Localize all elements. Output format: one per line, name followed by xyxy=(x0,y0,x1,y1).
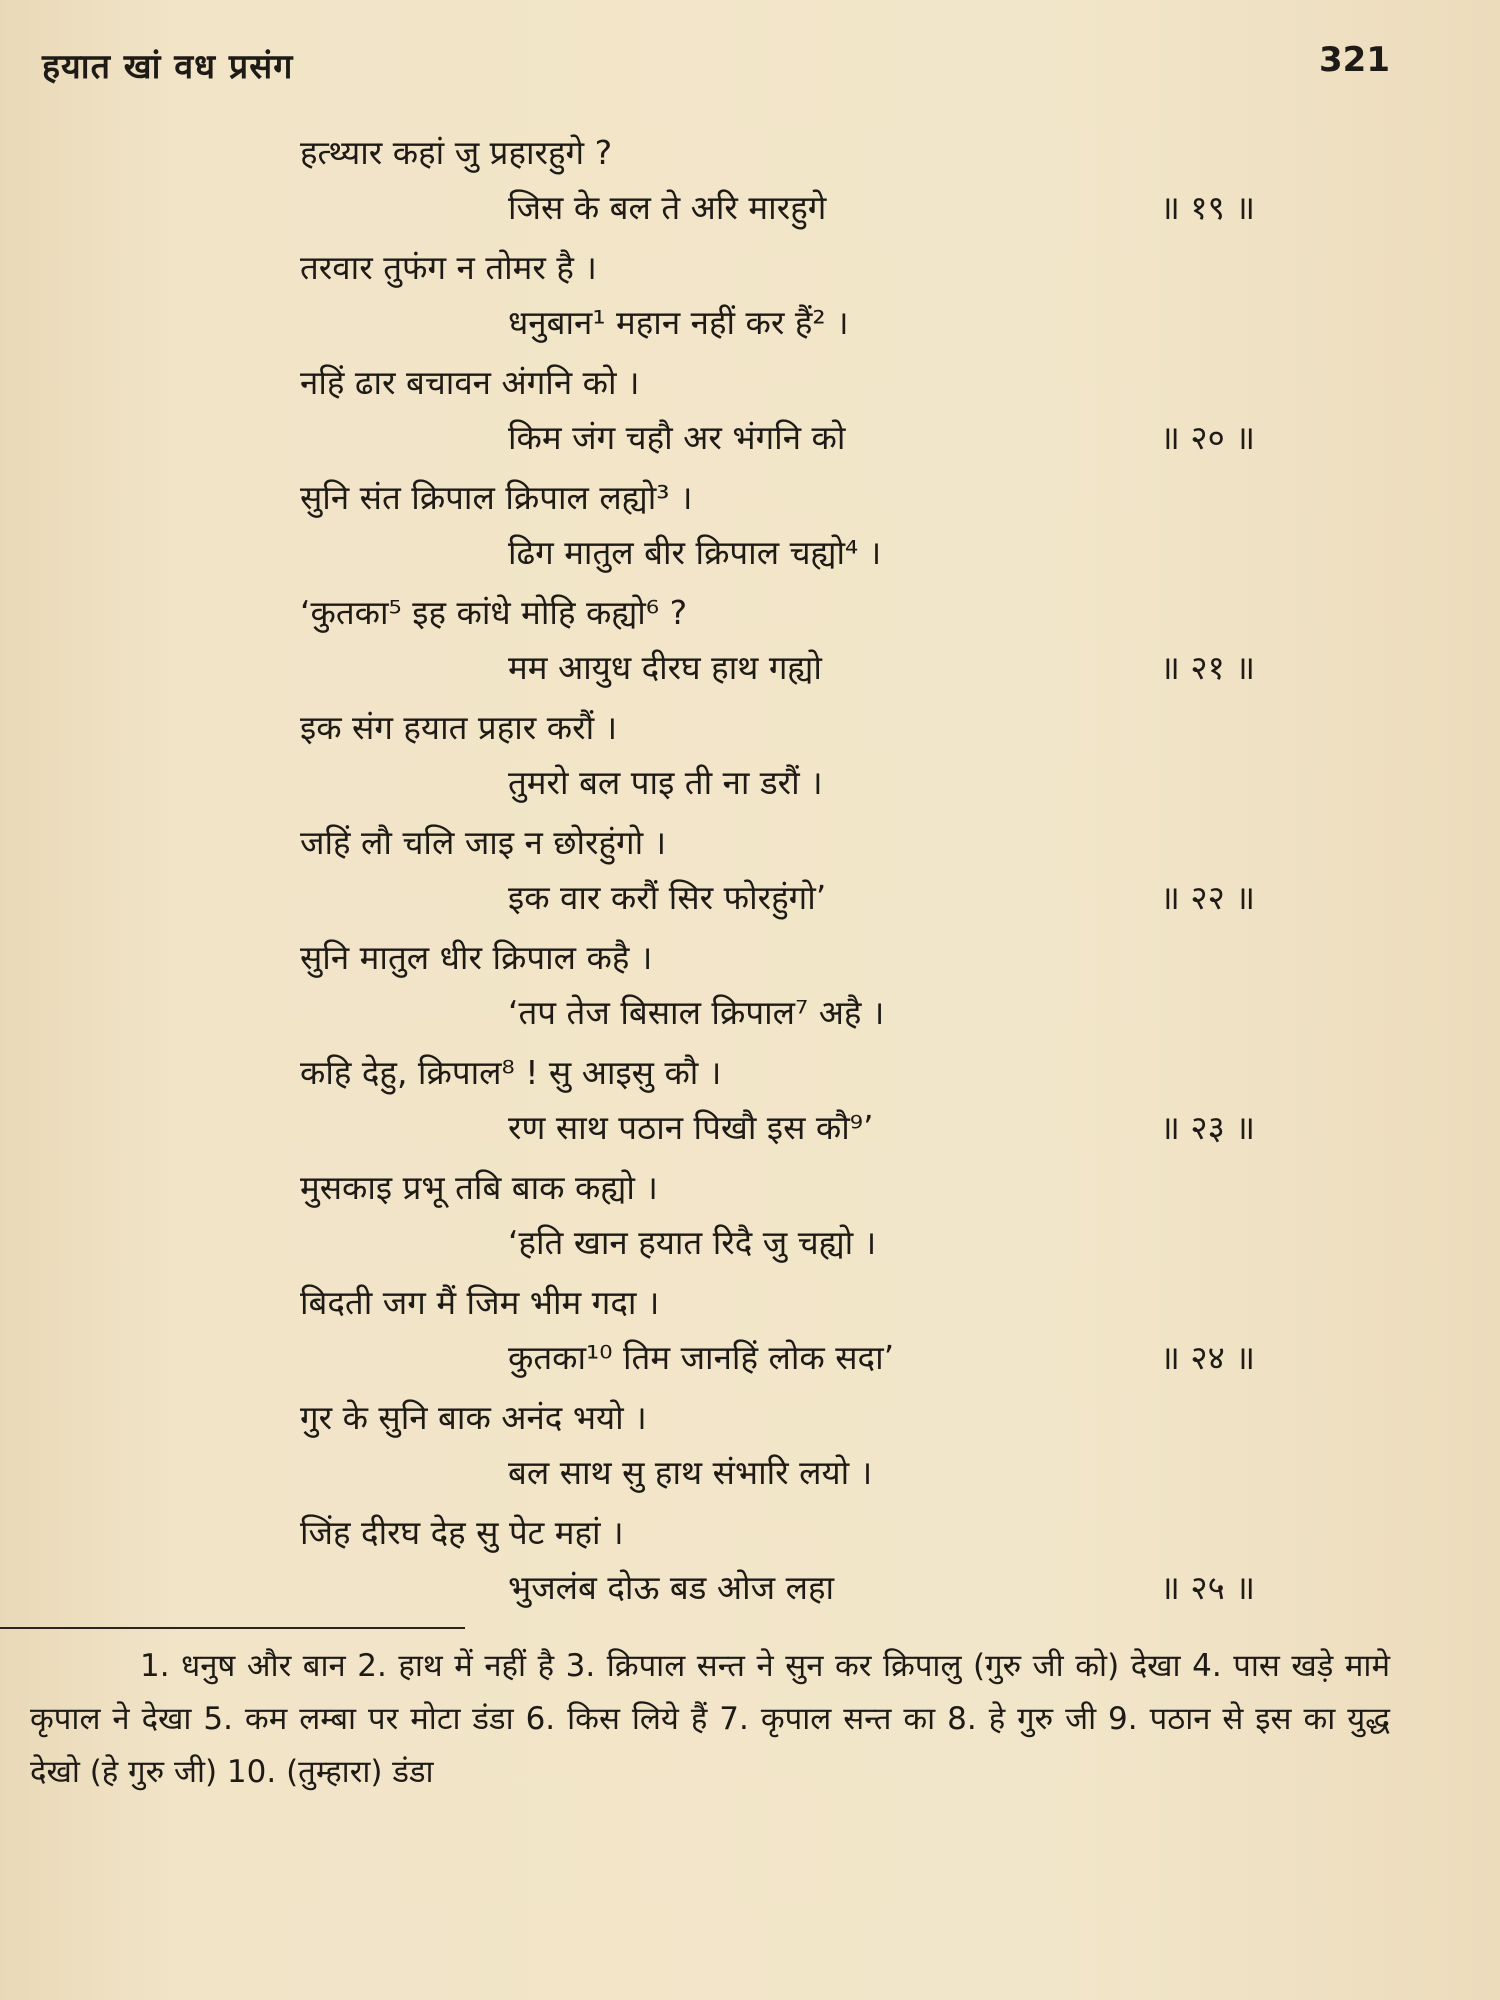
stanza xyxy=(300,1160,1300,1270)
stanza xyxy=(300,585,1300,695)
verse-line: सुनि संत क्रिपाल क्रिपाल लह्यो³ । xyxy=(300,478,693,517)
stanza xyxy=(300,355,1300,465)
verse-line: बिदती जग मैं जिम भीम गदा । xyxy=(300,1283,660,1322)
stanza xyxy=(300,470,1300,580)
verse-line: तरवार तुफंग न तोमर है । xyxy=(300,248,597,287)
verse-text: जिस के बल ते अरि मारहुगे xyxy=(508,188,827,227)
stanza xyxy=(300,125,1300,235)
running-head: हयात खां वध प्रसंग xyxy=(42,47,294,87)
stanza xyxy=(300,815,1300,925)
footnote-divider xyxy=(0,1627,465,1629)
stanza xyxy=(300,700,1300,810)
verse-text: ‘तप तेज बिसाल क्रिपाल⁷ अहै । xyxy=(508,993,885,1032)
stanza xyxy=(300,1505,1300,1615)
verse-text: रण साथ पठान पिखौ इस कौ⁹’ xyxy=(508,1108,874,1147)
verse-line: नहिं ढार बचावन अंगनि को । xyxy=(300,363,640,402)
verse-text: धनुबान¹ महान नहीं कर हैं² । xyxy=(508,303,849,342)
verse-number: ॥ २० ॥ xyxy=(1160,418,1255,457)
verse-line xyxy=(300,1100,1300,1155)
stanza xyxy=(300,1390,1300,1500)
verse-line xyxy=(300,1330,1300,1385)
verse-number: ॥ २४ ॥ xyxy=(1160,1338,1255,1377)
verse-text: बल साथ सु हाथ संभारि लयो । xyxy=(508,1453,873,1492)
page-number: 321 xyxy=(1319,40,1390,80)
verse-line: सुनि मातुल धीर क्रिपाल कहै । xyxy=(300,938,653,977)
verse-line: जहिं लौ चलि जाइ न छोरहुंगो । xyxy=(300,823,667,862)
stanza xyxy=(300,240,1300,350)
verse-line xyxy=(300,985,1300,1040)
verse-line xyxy=(300,295,1300,350)
verse-line: ‘कुतका⁵ इह कांधे मोहि कह्यो⁶ ? xyxy=(300,593,688,632)
verse-line xyxy=(300,870,1300,925)
verse-line xyxy=(300,640,1300,695)
verse-line: हत्थ्यार कहां जु प्रहारहुगे ? xyxy=(300,133,613,172)
verse-line: इक संग हयात प्रहार करौं । xyxy=(300,708,618,747)
verse-number: ॥ २१ ॥ xyxy=(1160,648,1255,687)
verse-line xyxy=(300,1445,1300,1500)
verse-block xyxy=(300,125,1300,1620)
verse-line: कहि देहु, क्रिपाल⁸ ! सु आइसु कौ । xyxy=(300,1053,722,1092)
verse-line: मुसकाइ प्रभू तबि बाक कह्यो । xyxy=(300,1168,658,1207)
stanza xyxy=(300,1275,1300,1385)
verse-text: कुतका¹⁰ तिम जानहिं लोक सदा’ xyxy=(508,1338,895,1377)
verse-line xyxy=(300,410,1300,465)
verse-number: ॥ २५ ॥ xyxy=(1160,1568,1255,1607)
verse-line xyxy=(300,1215,1300,1270)
verse-line: गुर के सुनि बाक अनंद भयो । xyxy=(300,1398,647,1437)
verse-line: जिंह दीरघ देह सु पेट महां । xyxy=(300,1513,624,1552)
verse-number: ॥ २३ ॥ xyxy=(1160,1108,1255,1147)
verse-text: तुमरो बल पाइ ती ना डरौं । xyxy=(508,763,823,802)
verse-text: किम जंग चहौ अर भंगनि को xyxy=(508,418,846,457)
verse-text: इक वार करौं सिर फोरहुंगो’ xyxy=(508,878,827,917)
stanza xyxy=(300,1045,1300,1155)
verse-text: ढिग मातुल बीर क्रिपाल चह्यो⁴ । xyxy=(508,533,882,572)
verse-number: ॥ १९ ॥ xyxy=(1160,188,1255,227)
verse-line xyxy=(300,525,1300,580)
verse-text: भुजलंब दोऊ बड ओज लहा xyxy=(508,1568,835,1607)
verse-number: ॥ २२ ॥ xyxy=(1160,878,1255,917)
verse-line xyxy=(300,755,1300,810)
verse-line xyxy=(300,1560,1300,1615)
footnotes: 1. धनुष और बान 2. हाथ में नहीं है 3. क्रिपाल सन्त ने सुन कर क्रिपालु (गुरु जी को) देखा 4. पास खड़े मामे कृपाल ने देखा 5. कम लम्बा पर मोटा डंडा 6. किस लिये हैं 7. कृपाल सन्त का 8. हे गुरु जी 9. पठान से इस का युद्ध देखो (हे गुरु जी) 10. (तुम्हारा) डंडा xyxy=(30,1648,1390,1790)
stanza xyxy=(300,930,1300,1040)
verse-text: मम आयुध दीरघ हाथ गह्यो xyxy=(508,648,822,687)
verse-text: ‘हति खान हयात रिदै जु चह्यो । xyxy=(508,1223,877,1262)
verse-line xyxy=(300,180,1300,235)
